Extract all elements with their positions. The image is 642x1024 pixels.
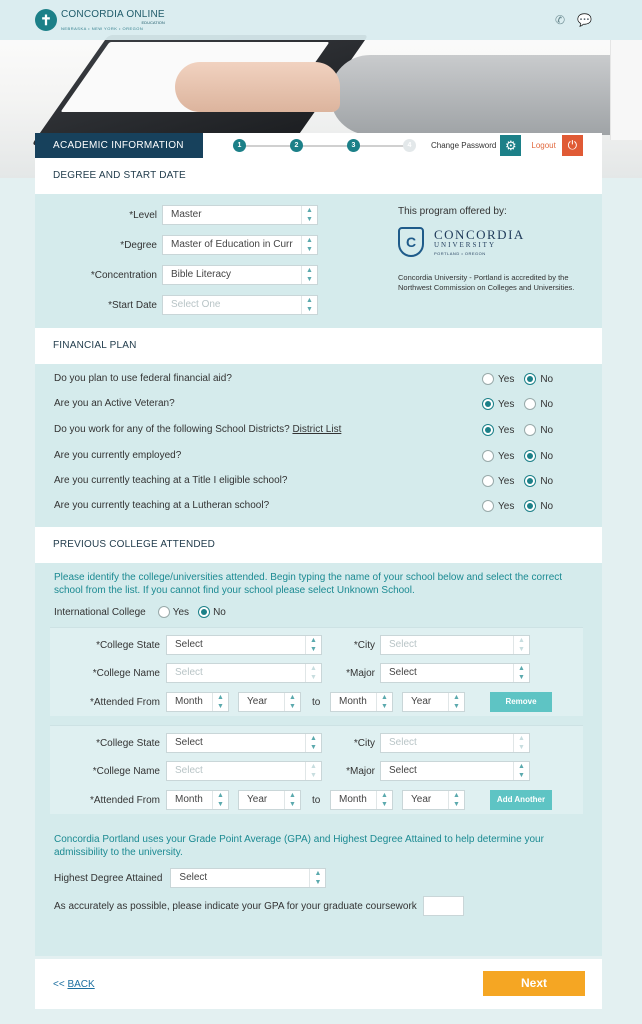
intl-no-label: No: [213, 606, 226, 618]
degree-section: [35, 194, 602, 328]
select-arrows-icon: ▲ ▼: [376, 791, 392, 809]
yes-label: Yes: [498, 450, 515, 462]
start-date-placeholder: Select One: [171, 299, 221, 310]
financial-question: [54, 398, 175, 409]
chat-icon[interactable]: 💬: [577, 13, 592, 27]
no-radio[interactable]: [524, 475, 536, 487]
university-location: PORTLAND • OREGON: [434, 250, 486, 256]
degree-label: *Degree: [120, 239, 157, 251]
from-year-value: Year: [247, 696, 268, 707]
gpa-label: As accurately as possible, please indicate your GPA for your graduate coursework: [54, 900, 417, 912]
change-password-link[interactable]: Change Password: [431, 141, 497, 150]
back-link[interactable]: [53, 979, 95, 990]
no-radio[interactable]: [524, 424, 536, 436]
degree-select[interactable]: [162, 235, 318, 255]
select-arrows-icon: ▲ ▼: [305, 664, 321, 682]
no-radio[interactable]: [524, 398, 536, 410]
from-year-select[interactable]: [238, 692, 301, 712]
major-value: Select: [389, 667, 417, 678]
start-date-select[interactable]: [162, 295, 318, 315]
intl-no-radio[interactable]: [198, 606, 210, 618]
progress-line: [241, 145, 410, 147]
concentration-value: Bible Literacy: [171, 269, 232, 280]
degree-value: Master of Education in Curr: [171, 239, 293, 250]
select-arrows-icon: ▲ ▼: [301, 266, 317, 284]
no-label: No: [540, 398, 554, 410]
next-button[interactable]: Next: [483, 971, 585, 996]
remove-button[interactable]: Remove: [490, 692, 552, 712]
to-month-select[interactable]: [330, 692, 393, 712]
attended-from-label: *Attended From: [89, 794, 160, 806]
to-month-value: Month: [339, 696, 367, 707]
major-label: *Major: [346, 667, 375, 679]
college-section-heading: PREVIOUS COLLEGE ATTENDED: [35, 527, 602, 563]
college-name-label: *College Name: [92, 667, 160, 679]
question-text: Do you work for any of the following School Districts?: [54, 424, 290, 435]
page-title: ACADEMIC INFORMATION: [35, 133, 203, 158]
select-arrows-icon: ▲ ▼: [376, 693, 392, 711]
level-label: *Level: [129, 209, 157, 221]
logo-name: CONCORDIA ONLINE: [61, 8, 165, 20]
select-arrows-icon: ▲ ▼: [301, 206, 317, 224]
yes-label: Yes: [498, 424, 515, 436]
to-year-select[interactable]: [402, 790, 465, 810]
select-arrows-icon: ▲ ▼: [284, 693, 300, 711]
level-select[interactable]: [162, 205, 318, 225]
college-state-value: Select: [175, 737, 203, 748]
to-month-value: Month: [339, 794, 367, 805]
city-select[interactable]: [380, 733, 530, 753]
nav-row: [35, 133, 602, 158]
progress-steps: [233, 133, 418, 158]
add-another-button[interactable]: Add Another: [490, 790, 552, 810]
university-info: [398, 206, 583, 292]
select-arrows-icon: ▲ ▼: [212, 791, 228, 809]
select-arrows-icon: ▲ ▼: [284, 791, 300, 809]
university-sub: UNIVERSITY: [434, 241, 496, 250]
yes-radio[interactable]: [482, 500, 494, 512]
power-icon[interactable]: ⏻: [562, 135, 583, 156]
no-radio[interactable]: [524, 450, 536, 462]
financial-question: [54, 373, 232, 384]
financial-question: [54, 424, 341, 435]
question-text: Do you plan to use federal financial aid?: [54, 373, 232, 384]
gpa-intro-text: Concordia Portland uses your Grade Point Average (GPA) and Highest Degree Attained to help determine your admissibility to the university.: [54, 834, 544, 858]
yes-radio[interactable]: [482, 373, 494, 385]
phone-icon[interactable]: ✆: [554, 13, 566, 27]
yes-label: Yes: [498, 398, 515, 410]
logout-link[interactable]: Logout: [531, 141, 556, 150]
back-arrows: <<: [53, 979, 65, 990]
from-month-select[interactable]: [166, 790, 229, 810]
step-2: 2: [290, 139, 303, 152]
yes-no-radio-group: [482, 500, 553, 512]
yes-no-radio-group: [482, 398, 553, 410]
yes-label: Yes: [498, 373, 515, 385]
yes-no-radio-group: [482, 373, 553, 385]
logo-sub: EDUCATION: [141, 19, 165, 25]
from-year-select[interactable]: [238, 790, 301, 810]
hands-graphic: [175, 62, 340, 112]
select-arrows-icon: ▲ ▼: [305, 734, 321, 752]
accreditation-text: Concordia University - Portland is accredited by the Northwest Commission on Colleges and Universities.: [398, 273, 575, 292]
degree-section-heading: DEGREE AND START DATE: [35, 158, 602, 194]
to-label: to: [312, 794, 321, 806]
financial-section: [35, 364, 602, 527]
yes-radio[interactable]: [482, 475, 494, 487]
city-select[interactable]: [380, 635, 530, 655]
college-card-2: [50, 725, 583, 814]
financial-question: [54, 500, 269, 511]
cup-graphic: [610, 40, 642, 140]
select-arrows-icon: ▲ ▼: [513, 734, 529, 752]
gpa-input[interactable]: [423, 896, 464, 916]
select-arrows-icon: ▲ ▼: [448, 791, 464, 809]
select-arrows-icon: ▲ ▼: [305, 636, 321, 654]
university-name: CONCORDIA: [434, 226, 525, 242]
select-arrows-icon: ▲ ▼: [301, 296, 317, 314]
select-arrows-icon: ▲ ▼: [301, 236, 317, 254]
no-label: No: [540, 450, 554, 462]
level-value: Master: [171, 209, 202, 220]
no-label: No: [540, 424, 554, 436]
question-text: Are you an Active Veteran?: [54, 398, 175, 409]
question-text: Are you currently employed?: [54, 450, 182, 461]
no-radio[interactable]: [524, 373, 536, 385]
international-college-label: International College: [54, 606, 146, 618]
from-month-value: Month: [175, 794, 203, 805]
no-label: No: [540, 475, 554, 487]
concentration-label: *Concentration: [90, 269, 157, 281]
college-name-label: *College Name: [92, 765, 160, 777]
from-month-value: Month: [175, 696, 203, 707]
intl-yes-label: Yes: [172, 606, 190, 618]
highest-degree-value: Select: [179, 872, 208, 883]
select-arrows-icon: ▲ ▼: [513, 636, 529, 654]
financial-question: [54, 475, 287, 486]
college-state-select[interactable]: [166, 635, 322, 655]
yes-radio[interactable]: [482, 450, 494, 462]
back-label: BACK: [67, 979, 95, 990]
yes-radio[interactable]: [482, 398, 494, 410]
select-arrows-icon: ▲ ▼: [212, 693, 228, 711]
to-month-select[interactable]: [330, 790, 393, 810]
site-logo[interactable]: [61, 10, 165, 31]
college-state-select[interactable]: [166, 733, 322, 753]
no-label: No: [540, 373, 554, 385]
college-state-value: Select: [175, 639, 203, 650]
city-placeholder: Select: [389, 737, 417, 748]
city-placeholder: Select: [389, 639, 417, 650]
sleeve-graphic: [330, 55, 630, 135]
yes-no-radio-group: [482, 424, 553, 436]
major-label: *Major: [346, 765, 375, 777]
to-label: to: [312, 696, 321, 708]
concordia-shield-icon: C: [398, 227, 424, 257]
footer-bar: [35, 959, 602, 1009]
from-month-select[interactable]: [166, 692, 229, 712]
gear-icon[interactable]: ⚙: [500, 135, 521, 156]
yes-label: Yes: [498, 475, 515, 487]
financial-question: [54, 450, 181, 461]
college-name-placeholder: Select: [175, 667, 203, 678]
step-4: 4: [403, 139, 416, 152]
college-state-label: *College State: [96, 737, 160, 749]
concordia-cross-icon[interactable]: ✝: [35, 9, 57, 31]
major-value: Select: [389, 765, 417, 776]
no-radio[interactable]: [524, 500, 536, 512]
college-name-placeholder: Select: [175, 765, 203, 776]
major-select[interactable]: [380, 663, 530, 683]
select-arrows-icon: ▲ ▼: [448, 693, 464, 711]
financial-section-heading: FINANCIAL PLAN: [35, 328, 602, 364]
attended-from-label: *Attended From: [89, 696, 160, 708]
main-form: [35, 133, 602, 956]
select-arrows-icon: ▲ ▼: [305, 762, 321, 780]
step-3: 3: [347, 139, 360, 152]
college-section: [35, 563, 602, 956]
concentration-select[interactable]: [162, 265, 318, 285]
select-arrows-icon: ▲ ▼: [513, 664, 529, 682]
to-year-select[interactable]: [402, 692, 465, 712]
yes-no-radio-group: [482, 450, 553, 462]
college-card-1: [50, 627, 583, 716]
top-bar: [0, 0, 642, 40]
city-label: *City: [353, 737, 375, 749]
select-arrows-icon: ▲ ▼: [513, 762, 529, 780]
to-year-value: Year: [411, 696, 432, 707]
intl-yes-radio[interactable]: [158, 606, 170, 618]
to-year-value: Year: [411, 794, 432, 805]
college-intro-text: Please identify the college/universities attended. Begin typing the name of your school below and select the correct school from the list. If you cannot find your school please select Unknown School.: [54, 572, 563, 596]
step-1: 1: [233, 139, 246, 152]
city-label: *City: [353, 639, 375, 651]
no-label: No: [540, 500, 554, 512]
college-state-label: *College State: [96, 639, 160, 651]
district-list-link[interactable]: District List: [292, 424, 342, 435]
select-arrows-icon: ▲ ▼: [309, 869, 325, 887]
from-year-value: Year: [247, 794, 268, 805]
question-text: Are you currently teaching at a Lutheran school?: [54, 500, 270, 511]
offered-by-text: This program offered by:: [398, 206, 507, 217]
yes-label: Yes: [498, 500, 515, 512]
college-name-select[interactable]: [166, 663, 322, 683]
highest-degree-label: Highest Degree Attained: [54, 872, 163, 884]
yes-radio[interactable]: [482, 424, 494, 436]
highest-degree-select[interactable]: [170, 868, 326, 888]
logo-locations: NEBRASKA • NEW YORK • OREGON: [61, 25, 144, 31]
major-select[interactable]: [380, 761, 530, 781]
college-name-select[interactable]: [166, 761, 322, 781]
start-date-label: *Start Date: [108, 299, 157, 311]
question-text: Are you currently teaching at a Title I eligible school?: [54, 475, 288, 486]
yes-no-radio-group: [482, 475, 553, 487]
